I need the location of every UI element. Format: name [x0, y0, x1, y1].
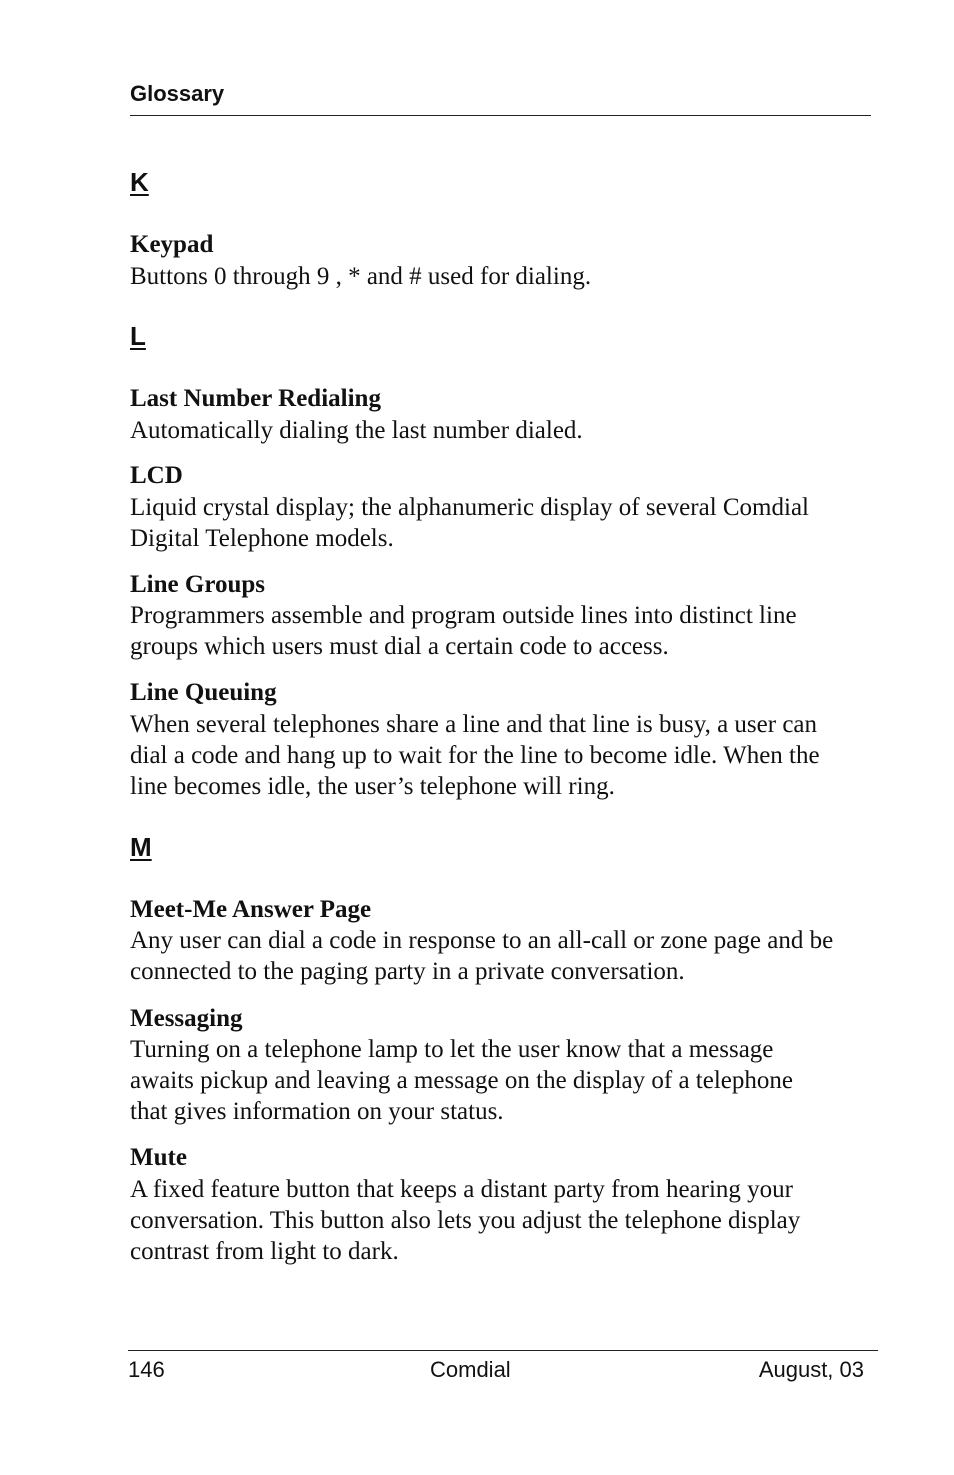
definition-line-groups	[130, 600, 865, 662]
term-lcd: LCD	[130, 462, 183, 489]
definition-line: that gives information on your status.	[130, 1098, 504, 1125]
footer-company: Comdial	[430, 1357, 511, 1382]
section-letter-m: M	[130, 832, 152, 862]
definition-line: conversation. This button also lets you adjust the telephone display	[130, 1207, 801, 1234]
term-last-number-redialing: Last Number Redialing	[130, 385, 381, 412]
definition-last-number-redialing	[130, 415, 865, 446]
definition-line: Digital Telephone models.	[130, 525, 394, 552]
header-title: Glossary	[130, 81, 225, 106]
definition-line: Automatically dialing the last number dialed.	[130, 417, 583, 444]
term-meet-me-answer-page: Meet-Me Answer Page	[130, 896, 372, 923]
definition-line: dial a code and hang up to wait for the line to become idle. When the	[130, 742, 820, 769]
term-line-queuing: Line Queuing	[130, 679, 277, 706]
definition-keypad	[130, 261, 865, 292]
page-number: 146	[128, 1357, 165, 1382]
section-letter-k: K	[130, 167, 149, 197]
term-line-groups: Line Groups	[130, 571, 265, 598]
term-messaging: Messaging	[130, 1005, 243, 1032]
definition-line-queuing	[130, 709, 865, 802]
definition-line: Liquid crystal display; the alphanumeric display of several Comdial	[130, 494, 809, 521]
page-header	[130, 80, 871, 116]
term-keypad: Keypad	[130, 231, 214, 258]
definition-line: Any user can dial a code in response to an all-call or zone page and be	[130, 927, 834, 954]
definition-line: Buttons 0 through 9 , * and # used for dialing.	[130, 263, 592, 290]
definition-line: connected to the paging party in a private conversation.	[130, 958, 685, 985]
definition-line: awaits pickup and leaving a message on the display of a telephone	[130, 1067, 793, 1094]
section-letter-l: L	[130, 321, 146, 351]
definition-lcd	[130, 492, 865, 554]
footer-date: August, 03	[758, 1357, 864, 1382]
definition-meet-me-answer-page	[130, 925, 865, 987]
page-footer	[128, 1350, 878, 1391]
definition-line: Programmers assemble and program outside lines into distinct line	[130, 602, 797, 629]
definition-mute	[130, 1174, 865, 1267]
definition-line: line becomes idle, the user’s telephone will ring.	[130, 773, 615, 800]
definition-line: When several telephones share a line and that line is busy, a user can	[130, 711, 818, 738]
definition-line: contrast from light to dark.	[130, 1238, 399, 1265]
term-mute: Mute	[130, 1144, 187, 1171]
definition-messaging	[130, 1034, 865, 1127]
definition-line: groups which users must dial a certain code to access.	[130, 633, 669, 660]
definition-line: Turning on a telephone lamp to let the user know that a message	[130, 1036, 774, 1063]
definition-line: A fixed feature button that keeps a distant party from hearing your	[130, 1176, 793, 1203]
